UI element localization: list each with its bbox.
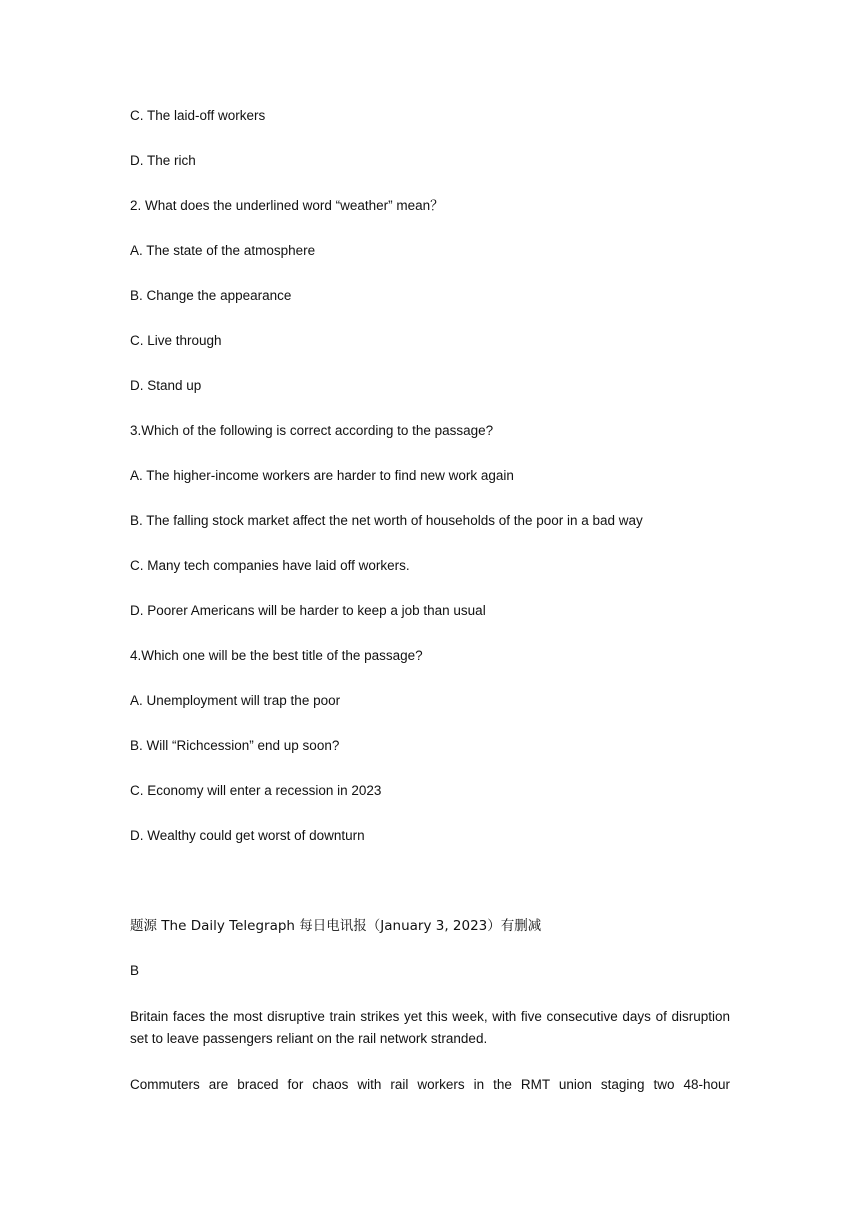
- q2-option-d: D. Stand up: [130, 378, 202, 393]
- q3-option-b: B. The falling stock market affect the net worth of households of the poor in a bad way: [130, 513, 643, 528]
- passage-paragraph-1: Britain faces the most disruptive train strikes yet this week, with five consecutive days of disruption set to leave passengers reliant on the rail network stranded.: [130, 1009, 730, 1046]
- section-label: B: [130, 963, 140, 978]
- q4-option-b: B. Will “Richcession” end up soon?: [130, 738, 340, 753]
- q4-question: 4.Which one will be the best title of the passage?: [130, 648, 423, 663]
- q3-option-a: A. The higher-income workers are harder to find new work again: [130, 468, 514, 483]
- passage-paragraph-2: Commuters are braced for chaos with rail workers in the RMT union staging two 48-hour: [130, 1077, 730, 1092]
- q2-option-b: B. Change the appearance: [130, 288, 292, 303]
- q4-option-d: D. Wealthy could get worst of downturn: [130, 828, 365, 843]
- q1-option-c: C. The laid-off workers: [130, 108, 266, 123]
- q2-question: 2. What does the underlined word “weather” mean？: [130, 198, 444, 213]
- q4-option-c: C. Economy will enter a recession in 2023: [130, 783, 382, 798]
- q3-option-d: D. Poorer Americans will be harder to keep a job than usual: [130, 603, 486, 618]
- source-line: 题源 The Daily Telegraph 每日电讯报（January 3, 2023）有删减: [130, 918, 542, 934]
- q2-option-a: A. The state of the atmosphere: [130, 243, 316, 258]
- q3-question: 3.Which of the following is correct according to the passage?: [130, 423, 494, 438]
- q3-option-c: C. Many tech companies have laid off workers.: [130, 558, 410, 573]
- q4-option-a: A. Unemployment will trap the poor: [130, 693, 341, 708]
- q1-option-d: D. The rich: [130, 153, 196, 168]
- q2-option-c: C. Live through: [130, 333, 222, 348]
